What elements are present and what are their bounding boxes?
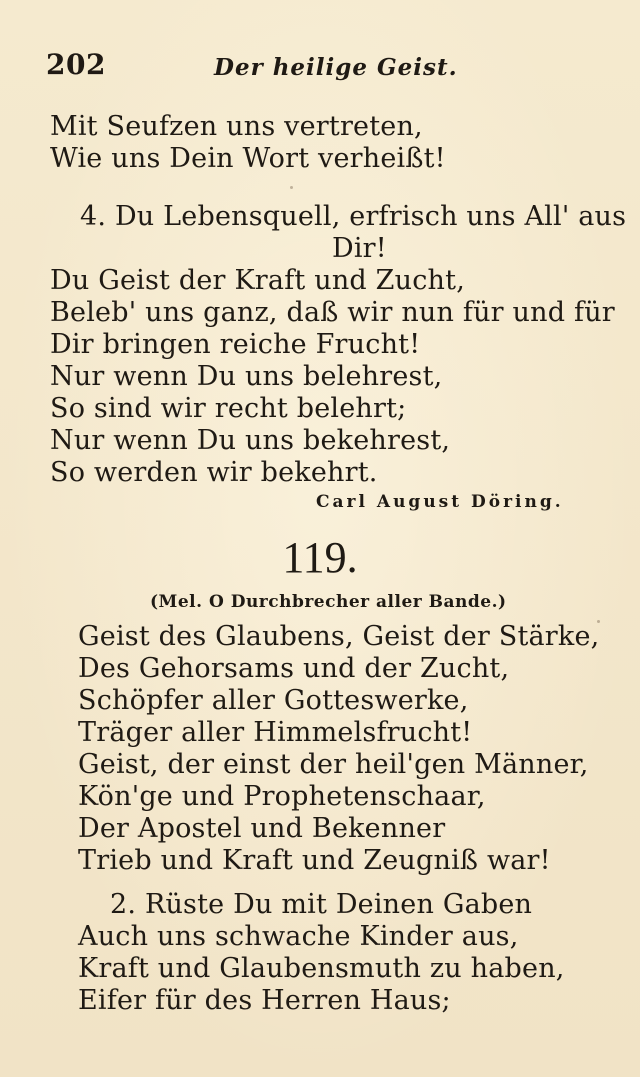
verse-start-line: 2. Rüste Du mit Deinen Gaben	[110, 889, 533, 920]
text-line: Schöpfer aller Gotteswerke,	[78, 685, 469, 716]
text-line: So werden wir bekehrt.	[50, 457, 378, 488]
text-line: Geist, der einst der heil'gen Männer,	[78, 749, 589, 780]
text-line: Nur wenn Du uns belehrest,	[50, 361, 443, 392]
paper-speck	[597, 620, 600, 623]
melody-reference: (Mel. O Durchbrecher aller Bande.)	[150, 592, 507, 612]
page-number: 202	[46, 48, 106, 81]
paper-speck	[290, 186, 293, 189]
text-line: Beleb' uns ganz, daß wir nun für und für	[50, 297, 615, 328]
running-head: Der heilige Geist.	[214, 54, 458, 81]
text-line: Wie uns Dein Wort verheißt!	[50, 143, 446, 174]
hymn-number: 119.	[282, 533, 358, 582]
text-line: Träger aller Himmelsfrucht!	[78, 717, 473, 748]
text-line: Trieb und Kraft und Zeugniß war!	[78, 845, 551, 876]
text-line: Eifer für des Herren Haus;	[78, 985, 451, 1016]
text-line: Der Apostel und Bekenner	[78, 813, 446, 844]
text-line: Du Geist der Kraft und Zucht,	[50, 265, 465, 296]
verse-start-line: Geist des Glaubens, Geist der Stärke,	[78, 621, 600, 652]
text-line: Dir!	[332, 233, 387, 264]
text-line: Kön'ge und Prophetenschaar,	[78, 781, 486, 812]
text-line: Auch uns schwache Kinder aus,	[78, 921, 519, 952]
text-line: Dir bringen reiche Frucht!	[50, 329, 421, 360]
text-line: Nur wenn Du uns bekehrest,	[50, 425, 451, 456]
author-attribution: Carl August Döring.	[316, 492, 564, 512]
text-line: Kraft und Glaubensmuth zu haben,	[78, 953, 565, 984]
text-line: Des Gehorsams und der Zucht,	[78, 653, 510, 684]
verse-start-line: 4. Du Lebensquell, erfrisch uns All' aus	[80, 201, 627, 232]
text-line: Mit Seufzen uns vertreten,	[50, 111, 423, 142]
text-line: So sind wir recht belehrt;	[50, 393, 407, 424]
